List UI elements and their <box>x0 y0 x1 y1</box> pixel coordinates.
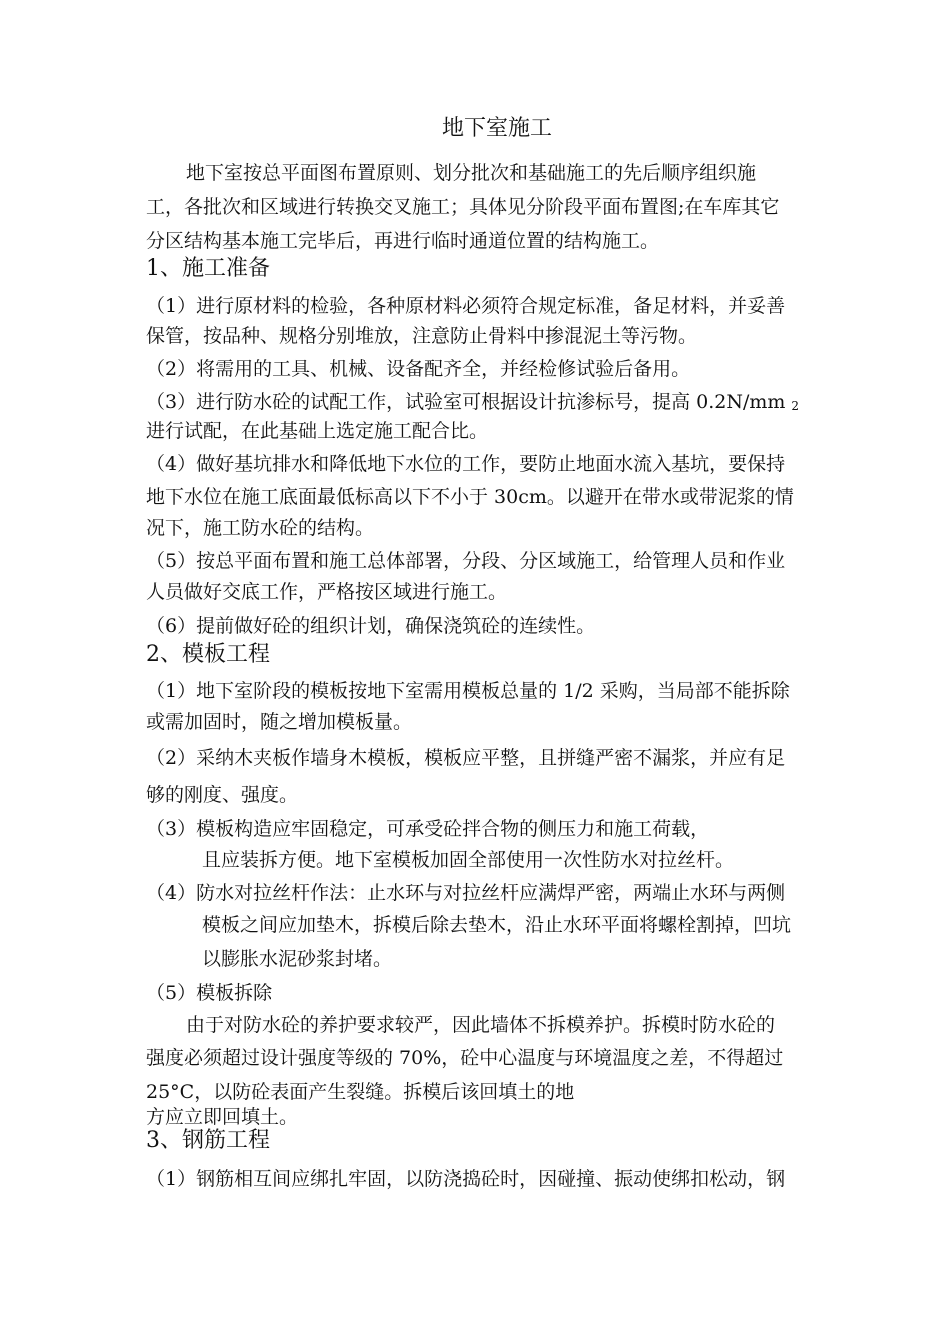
paragraph-line: 或需加固时，随之增加模板量。 <box>146 711 413 733</box>
paragraph-line: 方应立即回填土。 <box>146 1106 299 1128</box>
paragraph-line: 况下，施工防水砼的结构。 <box>146 517 375 539</box>
paragraph-line: （6）提前做好砼的组织计划，确保浇筑砼的连续性。 <box>146 615 596 637</box>
paragraph-line: 进行试配，在此基础上选定施工配合比。 <box>146 420 489 442</box>
paragraph-line: （4）做好基坑排水和降低地下水位的工作，要防止地面水流入基坑，要保持 <box>146 453 786 475</box>
paragraph-line: 人员做好交底工作，严格按区域进行施工。 <box>146 581 508 603</box>
paragraph-line: 由于对防水砼的养护要求较严，因此墙体不拆模养护。拆模时防水砼的 <box>186 1014 776 1036</box>
paragraph-line: （5）模板拆除 <box>146 982 273 1004</box>
intro-line: 工，各批次和区域进行转换交叉施工；具体见分阶段平面布置图;在车库其它 <box>146 196 780 218</box>
paragraph-line <box>146 390 799 418</box>
paragraph-line: 且应装拆方便。地下室模板加固全部使用一次性防水对拉丝杆。 <box>202 849 735 871</box>
paragraph-line: 模板之间应加垫木，拆模后除去垫木，沿止水环平面将螺栓割掉，凹坑 <box>202 914 792 936</box>
section-heading-rebar: 3、钢筋工程 <box>146 1128 270 1153</box>
page-title: 地下室施工 <box>442 116 553 141</box>
subscript: 2 <box>791 399 800 413</box>
paragraph-line: 够的刚度、强度。 <box>146 784 299 806</box>
paragraph-line: 25°C，以防砼表面产生裂缝。拆模后该回填土的地 <box>146 1081 575 1103</box>
intro-line: 地下室按总平面图布置原则、划分批次和基础施工的先后顺序组织施 <box>186 162 757 184</box>
paragraph-line: （1）钢筋相互间应绑扎牢固，以防浇捣砼时，因碰撞、振动使绑扣松动，钢 <box>146 1168 786 1190</box>
paragraph-line: （2）将需用的工具、机械、设备配齐全，并经检修试验后备用。 <box>146 358 691 380</box>
section-heading-preparation: 1、施工准备 <box>146 256 270 281</box>
paragraph-line: （5）按总平面布置和施工总体部署，分段、分区域施工，给管理人员和作业 <box>146 550 786 572</box>
paragraph-line: 以膨胀水泥砂浆封堵。 <box>202 948 393 970</box>
paragraph-line: （1）地下室阶段的模板按地下室需用模板总量的 1/2 采购，当局部不能拆除 <box>146 680 790 702</box>
intro-line: 分区结构基本施工完毕后，再进行临时通道位置的结构施工。 <box>146 230 660 252</box>
section-heading-formwork: 2、模板工程 <box>146 642 270 667</box>
paragraph-line: 地下水位在施工底面最低标高以下不小于 30cm。以避开在带水或带泥浆的情 <box>146 486 794 508</box>
paragraph-line: （3）模板构造应牢固稳定，可承受砼拌合物的侧压力和施工荷载， <box>146 818 710 840</box>
paragraph-line: （1）进行原材料的检验，各种原材料必须符合规定标准，备足材料，并妥善 <box>146 295 786 317</box>
paragraph-line: 保管，按品种、规格分别堆放，注意防止骨料中掺混泥土等污物。 <box>146 325 698 347</box>
paragraph-line: （4）防水对拉丝杆作法：止水环与对拉丝杆应满焊严密，两端止水环与两侧 <box>146 882 786 904</box>
paragraph-text: （3）进行防水砼的试配工作，试验室可根据设计抗渗标号，提高 0.2N/mm <box>146 391 786 413</box>
paragraph-line: 强度必须超过设计强度等级的 70%，砼中心温度与环境温度之差，不得超过 <box>146 1047 784 1069</box>
paragraph-line: （2）采纳木夹板作墙身木模板，模板应平整，且拼缝严密不漏浆，并应有足 <box>146 747 786 769</box>
